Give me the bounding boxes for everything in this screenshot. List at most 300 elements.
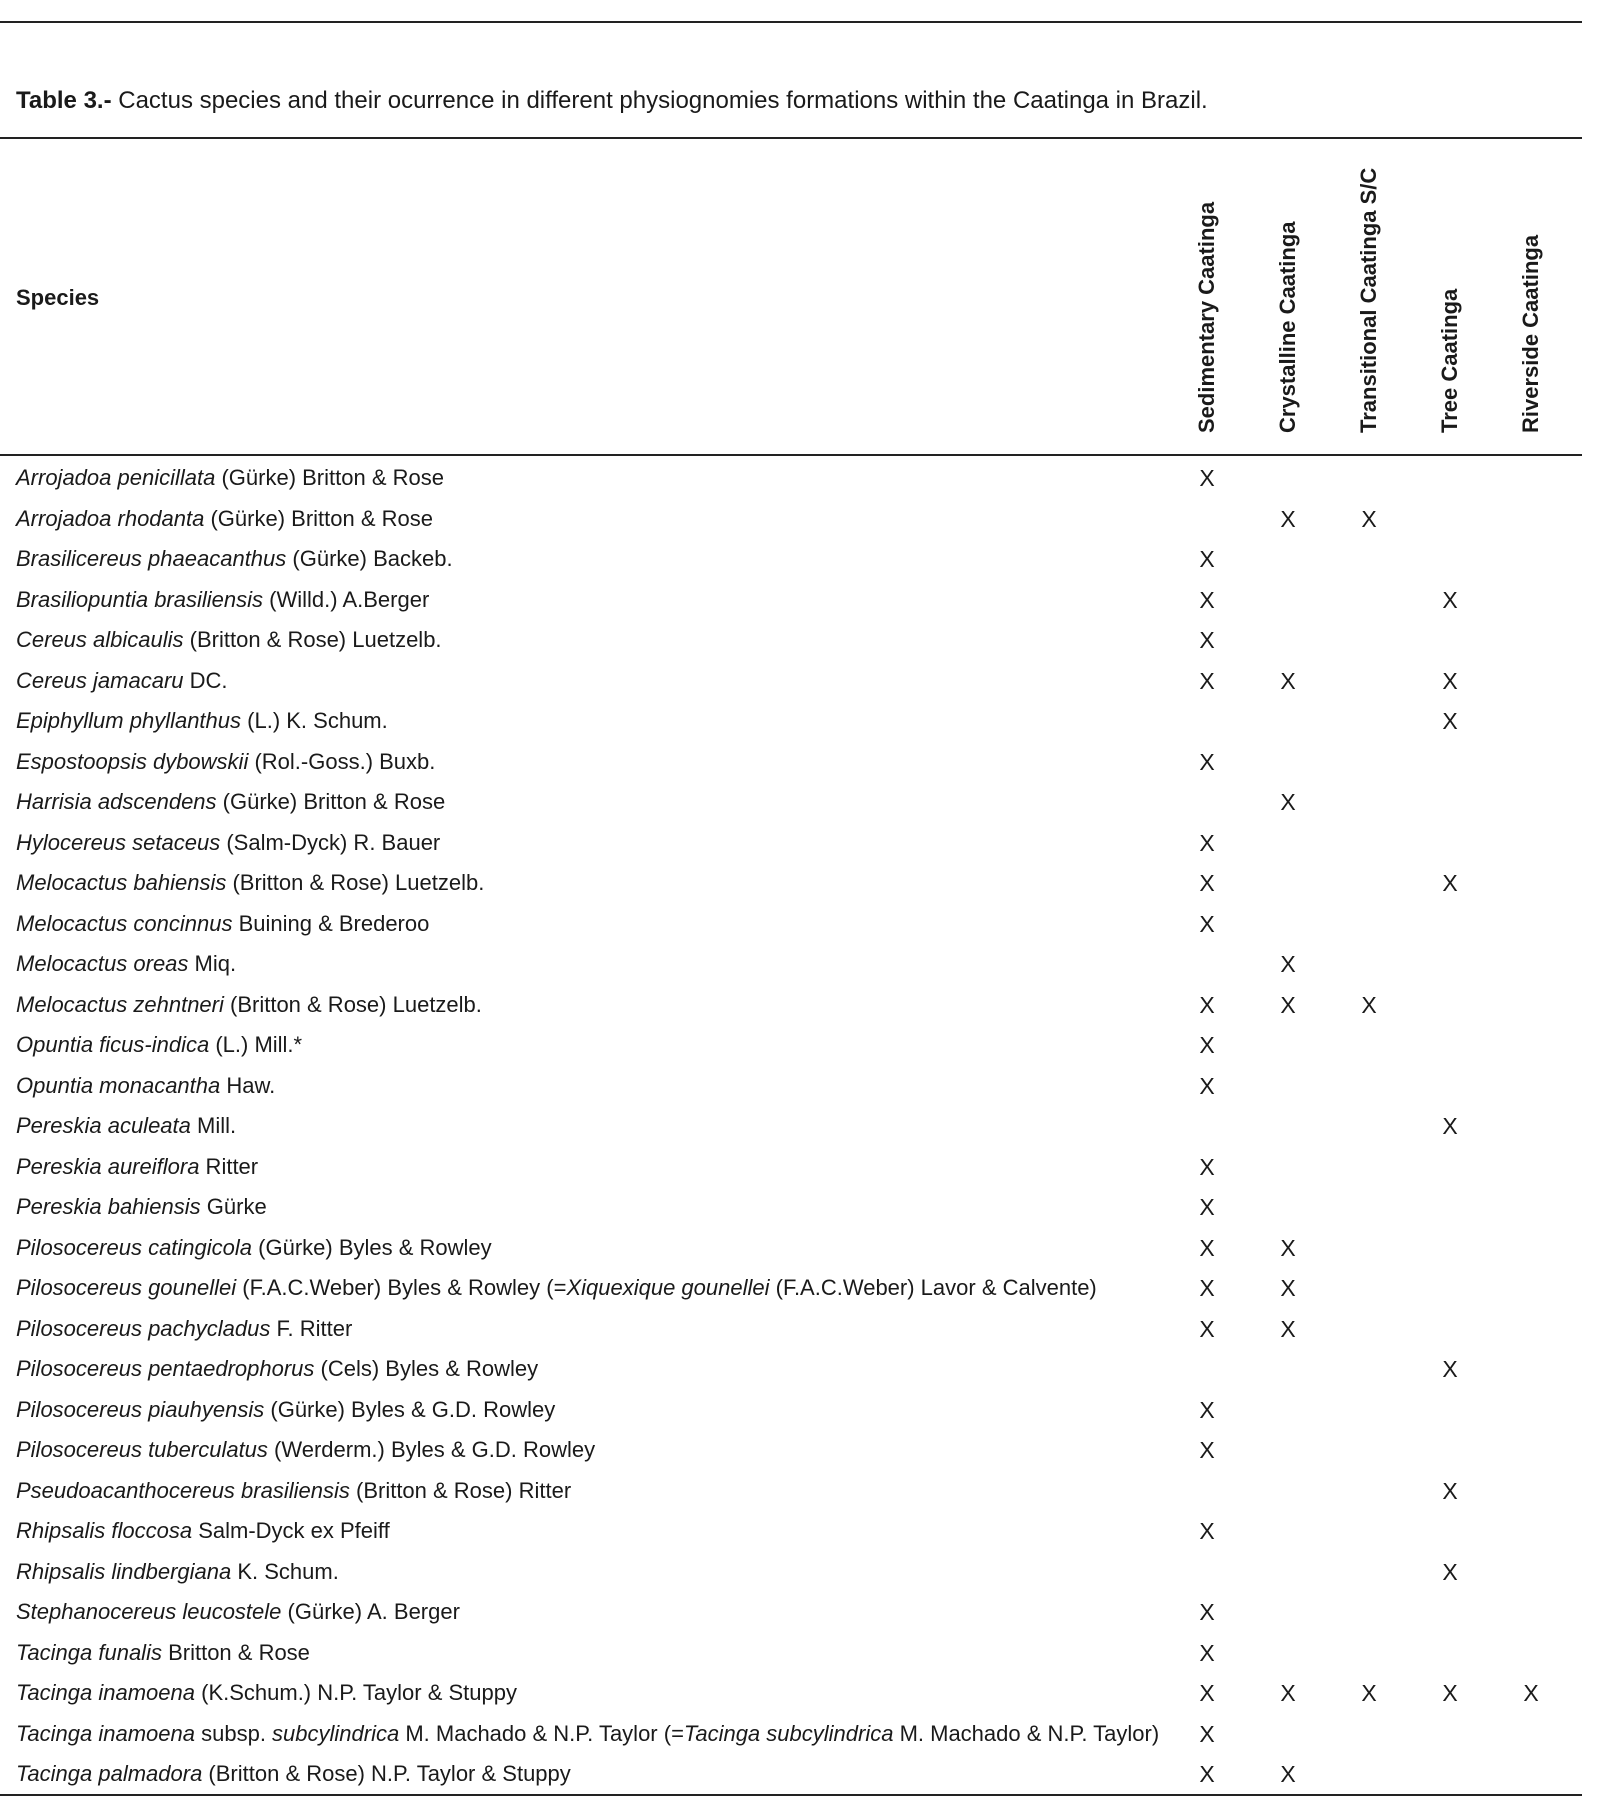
occurrence-mark <box>1349 1106 1389 1147</box>
occurrence-mark: X <box>1199 748 1215 775</box>
occurrence-mark <box>1349 823 1389 864</box>
occurrence-mark <box>1511 1147 1551 1188</box>
table-row <box>0 863 1582 904</box>
occurrence-mark <box>1511 1592 1551 1633</box>
species-name-text: (Britton & Rose) Ritter <box>349 1477 572 1503</box>
occurrence-mark: X <box>1442 1113 1458 1139</box>
occurrence-mark <box>1430 1268 1470 1309</box>
table-row <box>0 1471 1582 1512</box>
species-name <box>16 1552 339 1593</box>
species-name-italic: Pilosocereus tuberculatus <box>16 1437 268 1462</box>
occurrence-mark <box>1511 1430 1551 1471</box>
species-name-italic: Cereus jamacaru <box>16 667 184 693</box>
species-name-italic: subcylindrica <box>272 1720 400 1746</box>
species-name-italic: Melocactus oreas <box>16 951 189 976</box>
species-name-text: (L.) Mill.* <box>209 1032 303 1057</box>
occurrence-mark <box>1430 782 1470 823</box>
occurrence-mark <box>1511 904 1551 945</box>
occurrence-mark <box>1430 1228 1470 1269</box>
occurrence-mark: X <box>1199 1639 1215 1666</box>
table-row <box>0 742 1582 783</box>
species-name-italic: Pereskia aureiflora <box>16 1153 200 1179</box>
species-name-italic: Pilosocereus pentaedrophorus <box>16 1356 315 1381</box>
occurrence-mark <box>1349 742 1389 783</box>
species-name <box>16 1268 1097 1309</box>
table-row <box>0 458 1582 499</box>
header-bottom-rule <box>0 454 1582 456</box>
species-name-text: (Gürke) Britton & Rose <box>215 465 444 490</box>
species-name-italic: Cereus albicaulis <box>16 627 184 652</box>
species-name-text: (Willd.) A.Berger <box>263 586 430 612</box>
species-name <box>16 539 453 580</box>
occurrence-mark: X <box>1199 1153 1215 1180</box>
species-name-text: (Gürke) Byles & G.D. Rowley <box>264 1396 556 1422</box>
occurrence-mark: X <box>1442 708 1458 734</box>
species-name-italic: Melocactus concinnus <box>16 910 233 936</box>
species-name <box>16 1471 571 1512</box>
occurrence-mark <box>1511 499 1551 540</box>
table-row <box>0 1147 1582 1188</box>
occurrence-mark: X <box>1280 667 1296 694</box>
table-row <box>0 1430 1582 1471</box>
occurrence-mark <box>1349 1228 1389 1269</box>
table-caption <box>16 86 1208 116</box>
occurrence-mark <box>1511 1066 1551 1107</box>
occurrence-mark: X <box>1199 1437 1215 1463</box>
top-rule <box>0 21 1582 23</box>
occurrence-mark <box>1187 944 1227 985</box>
table-row <box>0 823 1582 864</box>
species-name-text: Buining & Brederoo <box>232 910 430 936</box>
species-name <box>16 1633 310 1674</box>
occurrence-mark <box>1349 1471 1389 1512</box>
table-row <box>0 1633 1582 1674</box>
species-name <box>16 1592 460 1633</box>
species-name-italic: Melocactus bahiensis <box>16 870 227 895</box>
occurrence-mark <box>1349 1754 1389 1795</box>
occurrence-mark <box>1511 823 1551 864</box>
species-name <box>16 904 429 945</box>
occurrence-mark: X <box>1199 465 1215 491</box>
occurrence-mark <box>1187 1552 1227 1593</box>
column-header-label: Sedimentary Caatinga <box>1194 201 1219 433</box>
occurrence-mark <box>1268 1147 1308 1188</box>
species-name <box>16 620 442 661</box>
species-name-text: Britton & Rose <box>161 1639 310 1665</box>
occurrence-mark: X <box>1442 1558 1458 1585</box>
occurrence-mark <box>1268 1592 1308 1633</box>
occurrence-mark: X <box>1199 1032 1215 1058</box>
table-row <box>0 904 1582 945</box>
occurrence-mark <box>1430 620 1470 661</box>
table-row <box>0 1754 1582 1795</box>
occurrence-mark <box>1268 620 1308 661</box>
occurrence-mark <box>1511 1714 1551 1755</box>
species-name <box>16 782 445 823</box>
occurrence-mark <box>1268 742 1308 783</box>
occurrence-mark <box>1511 1106 1551 1147</box>
species-name <box>16 742 435 783</box>
species-name-text: (Britton & Rose) Luetzelb. <box>183 627 442 652</box>
table-row <box>0 580 1582 621</box>
occurrence-mark <box>1511 1025 1551 1066</box>
table-row <box>0 499 1582 540</box>
occurrence-mark: X <box>1199 1680 1215 1706</box>
occurrence-mark <box>1511 1228 1551 1269</box>
species-name-italic: Opuntia monacantha <box>16 1072 221 1098</box>
species-name-italic: Tacinga palmadora <box>16 1761 203 1786</box>
species-name-italic: Stephanocereus leucostele <box>16 1599 282 1624</box>
occurrence-mark: X <box>1442 870 1458 896</box>
table-row <box>0 1106 1582 1147</box>
occurrence-mark: X <box>1280 1234 1296 1261</box>
species-name-italic: Pereskia aculeata <box>16 1113 191 1138</box>
table-row <box>0 1552 1582 1593</box>
occurrence-mark <box>1511 1754 1551 1795</box>
occurrence-mark <box>1349 1066 1389 1107</box>
table-row <box>0 539 1582 580</box>
species-name <box>16 1754 571 1795</box>
occurrence-mark: X <box>1199 1761 1215 1787</box>
species-name <box>16 1673 517 1714</box>
occurrence-mark <box>1430 1430 1470 1471</box>
species-name-italic: Brasilicereus phaeacanthus <box>16 546 287 571</box>
occurrence-mark <box>1268 1511 1308 1552</box>
species-name-text: (Gürke) Britton & Rose <box>204 505 433 531</box>
occurrence-mark <box>1511 863 1551 904</box>
species-name-text: Gürke <box>200 1194 267 1219</box>
occurrence-mark <box>1511 985 1551 1026</box>
species-name-italic: Tacinga inamoena <box>16 1720 195 1746</box>
occurrence-mark <box>1349 1268 1389 1309</box>
occurrence-mark: X <box>1442 1356 1458 1382</box>
species-name <box>16 1511 390 1552</box>
occurrence-mark <box>1430 1592 1470 1633</box>
occurrence-mark <box>1187 782 1227 823</box>
occurrence-mark <box>1349 539 1389 580</box>
table-row <box>0 661 1582 702</box>
occurrence-mark: X <box>1199 1275 1215 1301</box>
species-name <box>16 499 433 540</box>
occurrence-mark <box>1268 1106 1308 1147</box>
species-name <box>16 1714 1159 1755</box>
occurrence-mark <box>1268 1471 1308 1512</box>
table-row <box>0 782 1582 823</box>
table-row <box>0 944 1582 985</box>
table-row <box>0 1309 1582 1350</box>
occurrence-mark <box>1349 620 1389 661</box>
occurrence-mark <box>1511 701 1551 742</box>
occurrence-mark <box>1430 1754 1470 1795</box>
species-name-text: Salm-Dyck ex Pfeiff <box>192 1518 390 1543</box>
occurrence-mark <box>1268 1430 1308 1471</box>
occurrence-mark <box>1511 620 1551 661</box>
column-header-label: Riverside Caatinga <box>1518 234 1543 433</box>
header-top-rule <box>0 137 1582 139</box>
occurrence-mark: X <box>1280 991 1296 1018</box>
occurrence-mark: X <box>1199 1396 1215 1423</box>
occurrence-mark: X <box>1280 1275 1296 1301</box>
species-name-text: (Gürke) Britton & Rose <box>216 789 446 814</box>
occurrence-mark <box>1430 1187 1470 1228</box>
species-name-text: subsp. <box>195 1720 273 1746</box>
occurrence-mark <box>1349 1592 1389 1633</box>
species-name-italic: Pereskia bahiensis <box>16 1194 201 1219</box>
table-row <box>0 1349 1582 1390</box>
species-name <box>16 1309 352 1350</box>
species-name-text: Miq. <box>188 951 237 976</box>
occurrence-mark <box>1268 1633 1308 1674</box>
table-row <box>0 1673 1582 1714</box>
occurrence-mark <box>1430 539 1470 580</box>
occurrence-mark <box>1349 1187 1389 1228</box>
occurrence-mark: X <box>1442 1477 1458 1504</box>
species-name-italic: Melocactus zehntneri <box>16 991 224 1017</box>
occurrence-mark <box>1430 1066 1470 1107</box>
species-name-text: Mill. <box>190 1113 237 1138</box>
species-name-text: M. Machado & N.P. Taylor) <box>893 1720 1160 1746</box>
species-name-text: F. Ritter <box>270 1315 353 1341</box>
column-header-crystalline <box>1268 133 1308 433</box>
species-name <box>16 863 484 904</box>
species-name <box>16 1147 258 1188</box>
occurrence-mark: X <box>1280 1761 1296 1787</box>
occurrence-mark <box>1349 661 1389 702</box>
species-name-italic: Pilosocereus piauhyensis <box>16 1396 265 1422</box>
caption-label: Table 3.- <box>16 87 112 114</box>
occurrence-mark <box>1511 539 1551 580</box>
occurrence-mark: X <box>1199 1518 1215 1544</box>
occurrence-mark <box>1511 1268 1551 1309</box>
species-name-text: (Gürke) Byles & Rowley <box>252 1234 492 1260</box>
occurrence-mark: X <box>1199 667 1215 694</box>
occurrence-mark <box>1430 742 1470 783</box>
species-name-italic: Tacinga subcylindrica <box>683 1720 894 1746</box>
occurrence-mark: X <box>1280 789 1296 815</box>
species-name-text: Ritter <box>199 1153 259 1179</box>
species-name-text: Haw. <box>220 1072 276 1098</box>
table-row <box>0 1066 1582 1107</box>
occurrence-mark <box>1511 742 1551 783</box>
occurrence-mark <box>1430 1633 1470 1674</box>
occurrence-mark: X <box>1199 1315 1215 1342</box>
occurrence-mark: X <box>1199 1599 1215 1625</box>
occurrence-mark <box>1349 904 1389 945</box>
occurrence-mark: X <box>1199 1072 1215 1099</box>
species-name-text: (Britton & Rose) Luetzelb. <box>226 870 485 895</box>
species-name-text: (Rol.-Goss.) Buxb. <box>248 748 436 774</box>
species-name-italic: Opuntia ficus-indica <box>16 1032 210 1057</box>
table-row <box>0 1025 1582 1066</box>
occurrence-mark <box>1187 499 1227 540</box>
species-name-text: (F.A.C.Weber) Byles & Rowley (= <box>236 1275 567 1300</box>
occurrence-mark <box>1349 1430 1389 1471</box>
species-name-italic: Xiquexique gounellei <box>566 1275 770 1300</box>
occurrence-mark <box>1511 1633 1551 1674</box>
table-row <box>0 1228 1582 1269</box>
occurrence-mark <box>1430 499 1470 540</box>
species-name-italic: Tacinga inamoena <box>16 1680 195 1705</box>
species-name <box>16 1349 538 1390</box>
species-name-italic: Pilosocereus pachycladus <box>16 1315 271 1341</box>
species-name-text: K. Schum. <box>231 1558 339 1584</box>
occurrence-mark <box>1511 1187 1551 1228</box>
occurrence-mark <box>1268 863 1308 904</box>
occurrence-mark <box>1511 782 1551 823</box>
occurrence-mark <box>1349 1714 1389 1755</box>
species-name-italic: Arrojadoa penicillata <box>16 465 216 490</box>
species-name <box>16 1187 267 1228</box>
occurrence-mark <box>1349 1390 1389 1431</box>
occurrence-mark: X <box>1361 991 1377 1018</box>
occurrence-mark <box>1268 458 1308 499</box>
species-name-italic: Rhipsalis floccosa <box>16 1518 193 1543</box>
occurrence-mark <box>1268 701 1308 742</box>
column-header-label: Tree Caatinga <box>1437 288 1462 433</box>
caption-text: Cactus species and their ocurrence in different physiognomies formations within the Caatinga in Brazil. <box>118 87 1208 114</box>
species-name-italic: Hylocereus setaceus <box>16 829 221 855</box>
occurrence-mark: X <box>1199 1720 1215 1747</box>
occurrence-mark <box>1349 863 1389 904</box>
occurrence-mark <box>1511 1349 1551 1390</box>
occurrence-mark <box>1430 1147 1470 1188</box>
species-name-italic: Epiphyllum phyllanthus <box>16 708 242 733</box>
occurrence-mark <box>1430 1714 1470 1755</box>
species-name-italic: Harrisia adscendens <box>16 789 217 814</box>
species-column-header: Species <box>16 285 100 310</box>
occurrence-mark <box>1349 580 1389 621</box>
occurrence-mark <box>1349 782 1389 823</box>
occurrence-mark: X <box>1199 1194 1215 1220</box>
occurrence-mark <box>1268 1714 1308 1755</box>
occurrence-mark: X <box>1361 505 1377 532</box>
occurrence-mark <box>1187 1106 1227 1147</box>
occurrence-mark <box>1187 701 1227 742</box>
species-name-italic: Pilosocereus catingicola <box>16 1234 253 1260</box>
species-name-italic: Espostoopsis dybowskii <box>16 748 249 774</box>
occurrence-mark: X <box>1199 586 1215 613</box>
occurrence-mark <box>1430 904 1470 945</box>
table-row <box>0 1390 1582 1431</box>
occurrence-mark <box>1511 458 1551 499</box>
species-name <box>16 1430 595 1471</box>
occurrence-mark <box>1268 823 1308 864</box>
species-name-text: (L.) K. Schum. <box>241 708 388 733</box>
species-name <box>16 1025 302 1066</box>
occurrence-mark <box>1268 539 1308 580</box>
species-name-text: (Cels) Byles & Rowley <box>314 1356 539 1381</box>
column-header-transitional <box>1349 133 1389 433</box>
occurrence-mark <box>1349 1511 1389 1552</box>
species-name-text: (Gürke) Backeb. <box>286 546 453 571</box>
occurrence-mark <box>1430 1511 1470 1552</box>
species-name-italic: Brasiliopuntia brasiliensis <box>16 586 264 612</box>
occurrence-mark <box>1349 1025 1389 1066</box>
occurrence-mark <box>1268 1025 1308 1066</box>
species-name <box>16 1066 275 1107</box>
occurrence-mark: X <box>1199 829 1215 856</box>
species-name-text: (Salm-Dyck) R. Bauer <box>220 829 441 855</box>
species-name <box>16 823 440 864</box>
occurrence-mark <box>1511 1552 1551 1593</box>
occurrence-mark <box>1268 1390 1308 1431</box>
occurrence-mark <box>1349 458 1389 499</box>
occurrence-mark <box>1430 458 1470 499</box>
occurrence-mark: X <box>1523 1680 1539 1706</box>
species-name-text: (K.Schum.) N.P. Taylor & Stuppy <box>195 1680 517 1705</box>
occurrence-mark: X <box>1199 546 1215 572</box>
table-row <box>0 620 1582 661</box>
occurrence-mark <box>1268 1066 1308 1107</box>
occurrence-mark: X <box>1199 991 1215 1018</box>
species-name-italic: Pilosocereus gounellei <box>16 1275 237 1300</box>
occurrence-mark: X <box>1280 1680 1296 1706</box>
occurrence-mark: X <box>1280 505 1296 532</box>
occurrence-mark <box>1349 1633 1389 1674</box>
occurrence-mark: X <box>1442 586 1458 613</box>
table-row <box>0 1592 1582 1633</box>
species-name-italic: Tacinga funalis <box>16 1639 162 1665</box>
species-name-italic: Rhipsalis lindbergiana <box>16 1558 232 1584</box>
occurrence-mark <box>1268 1187 1308 1228</box>
occurrence-mark <box>1349 944 1389 985</box>
occurrence-mark <box>1430 1309 1470 1350</box>
occurrence-mark <box>1349 1147 1389 1188</box>
species-name-text: (Britton & Rose) N.P. Taylor & Stuppy <box>202 1761 571 1786</box>
occurrence-mark <box>1430 985 1470 1026</box>
occurrence-mark <box>1430 823 1470 864</box>
occurrence-mark: X <box>1361 1680 1377 1706</box>
column-header-label: Crystalline Caatinga <box>1275 221 1300 433</box>
occurrence-mark <box>1349 1552 1389 1593</box>
occurrence-mark: X <box>1199 910 1215 937</box>
occurrence-mark: X <box>1199 870 1215 896</box>
species-name <box>16 661 228 702</box>
occurrence-mark: X <box>1442 1680 1458 1706</box>
occurrence-mark <box>1187 1471 1227 1512</box>
occurrence-mark: X <box>1199 1234 1215 1261</box>
species-name-text: (F.A.C.Weber) Lavor & Calvente) <box>769 1275 1097 1300</box>
occurrence-mark <box>1268 904 1308 945</box>
occurrence-mark <box>1511 944 1551 985</box>
occurrence-mark <box>1511 661 1551 702</box>
occurrence-mark <box>1430 1390 1470 1431</box>
occurrence-mark <box>1511 580 1551 621</box>
species-name <box>16 701 388 742</box>
species-name <box>16 944 236 985</box>
species-name-text: DC. <box>183 667 228 693</box>
table-row <box>0 985 1582 1026</box>
occurrence-mark <box>1349 1349 1389 1390</box>
column-header-label: Transitional Caatinga S/C <box>1356 167 1381 433</box>
occurrence-mark: X <box>1199 627 1215 653</box>
species-name <box>16 580 429 621</box>
column-header-riverside <box>1511 133 1551 433</box>
species-name <box>16 458 444 499</box>
occurrence-mark: X <box>1280 951 1296 977</box>
occurrence-mark: X <box>1280 1315 1296 1342</box>
species-name-italic: Pseudoacanthocereus brasiliensis <box>16 1477 350 1503</box>
occurrence-mark <box>1511 1511 1551 1552</box>
column-header-sedimentary <box>1187 133 1227 433</box>
species-name-text: (Gürke) A. Berger <box>281 1599 460 1624</box>
table-row <box>0 701 1582 742</box>
species-name-italic: Arrojadoa rhodanta <box>16 505 205 531</box>
occurrence-mark <box>1187 1349 1227 1390</box>
species-name-text: M. Machado & N.P. Taylor (= <box>399 1720 684 1746</box>
table-row <box>0 1187 1582 1228</box>
occurrence-mark <box>1268 1552 1308 1593</box>
